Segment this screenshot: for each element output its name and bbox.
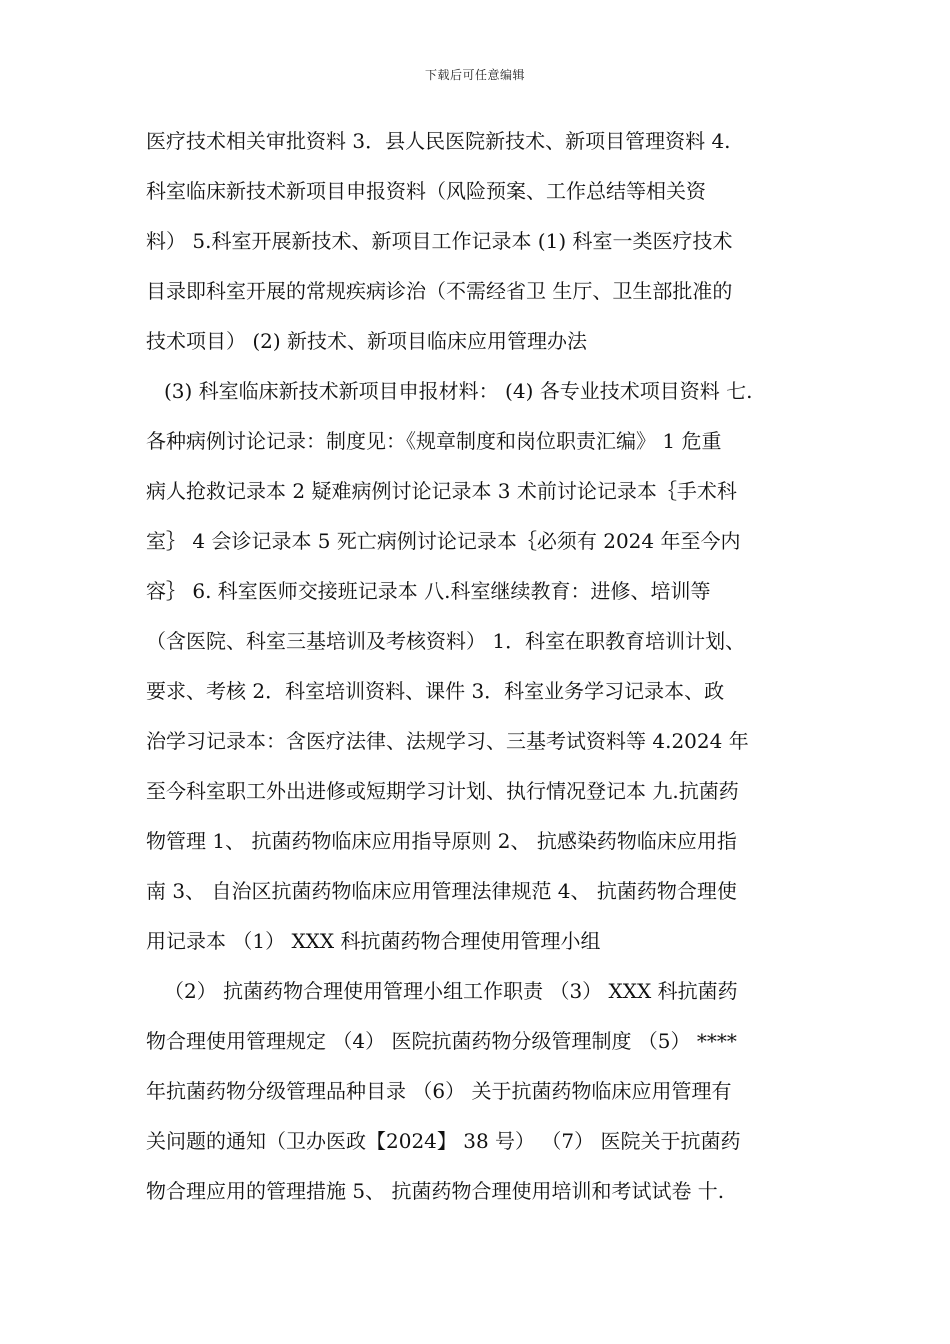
text-line-6: (3) 科室临床新技术新项目申报材料： (4) 各专业技术项目资料 七. (164, 379, 753, 403)
text-line-16: 南 3、 自治区抗菌药物临床应用管理法律规范 4、 抗菌药物合理使 (146, 879, 737, 903)
text-line-4: 目录即科室开展的常规疾病诊治（不需经省卫 生厅、卫生部批准的 (146, 279, 733, 303)
text-line-13: 治学习记录本：含医疗法律、法规学习、三基考试资料等 4.2024 年 (146, 729, 749, 753)
text-line-18: （2） 抗菌药物合理使用管理小组工作职责 （3） XXX 科抗菌药 (164, 979, 738, 1003)
text-line-12: 要求、考核 2．科室培训资料、课件 3．科室业务学习记录本、政 (146, 679, 725, 703)
text-line-1: 医疗技术相关审批资料 3．县人民医院新技术、新项目管理资料 4. (146, 129, 731, 153)
text-line-15: 物管理 1、 抗菌药物临床应用指导原则 2、 抗感染药物临床应用指 (146, 829, 737, 853)
text-line-21: 关问题的通知（卫办医政【2024】 38 号） （7） 医院关于抗菌药 (146, 1129, 741, 1153)
text-line-9: 室｝ 4 会诊记录本 5 死亡病例讨论记录本｛必须有 2024 年至今内 (146, 529, 741, 553)
text-line-19: 物合理使用管理规定 （4） 医院抗菌药物分级管理制度 （5） **** (146, 1029, 737, 1053)
document-body (146, 116, 810, 1216)
text-line-7: 各种病例讨论记录：制度见：《规章制度和岗位职责汇编》 1 危重 (146, 429, 722, 453)
text-line-20: 年抗菌药物分级管理品种目录 （6） 关于抗菌药物临床应用管理有 (146, 1079, 732, 1103)
text-line-17: 用记录本 （1） XXX 科抗菌药物合理使用管理小组 (146, 929, 601, 953)
page-header: 下载后可任意编辑 (424, 68, 525, 82)
text-line-5: 技术项目） (2) 新技术、新项目临床应用管理办法 (146, 329, 588, 353)
text-line-22: 物合理应用的管理措施 5、 抗菌药物合理使用培训和考试试卷 十. (146, 1179, 725, 1203)
text-line-14: 至今科室职工外出进修或短期学习计划、执行情况登记本 九.抗菌药 (146, 779, 739, 803)
text-line-8: 病人抢救记录本 2 疑难病例讨论记录本 3 术前讨论记录本｛手术科 (146, 479, 737, 503)
text-line-10: 容｝ 6. 科室医师交接班记录本 八.科室继续教育：进修、培训等 (146, 579, 711, 603)
text-line-2: 科室临床新技术新项目申报资料（风险预案、工作总结等相关资 (146, 179, 706, 203)
text-line-3: 料） 5.科室开展新技术、新项目工作记录本 (1) 科室一类医疗技术 (146, 229, 733, 253)
text-line-11: （含医院、科室三基培训及考核资料） 1．科室在职教育培训计划、 (146, 629, 746, 653)
